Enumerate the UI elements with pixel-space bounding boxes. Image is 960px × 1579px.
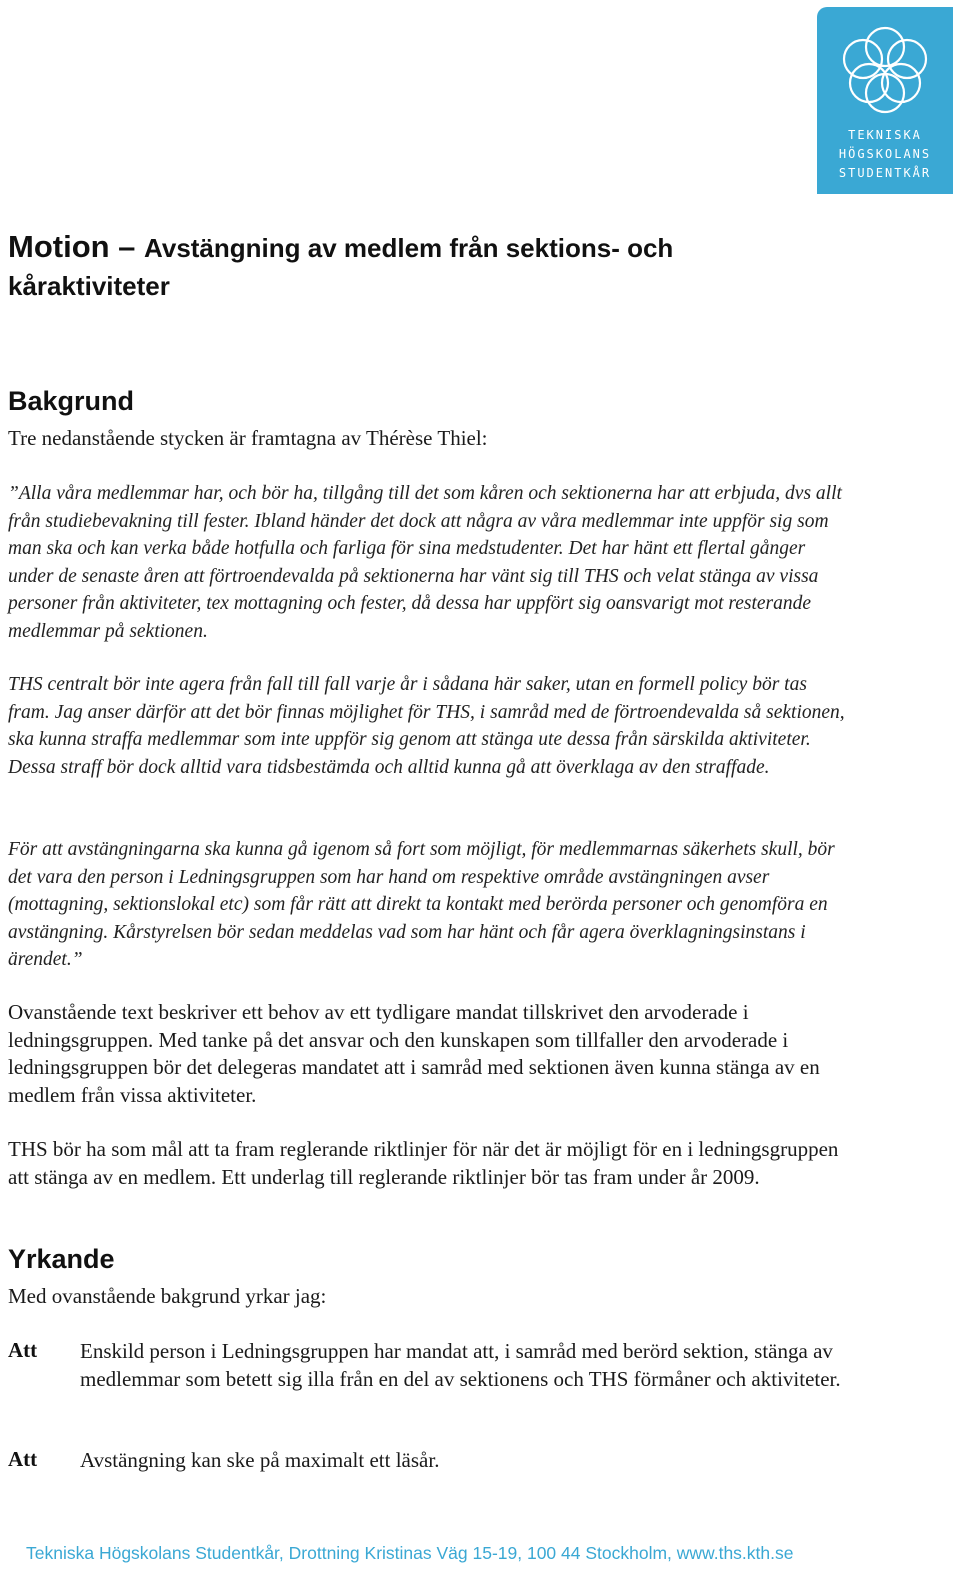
page-title — [8, 228, 828, 304]
att-text-2: Avstängning kan ske på maximalt ett läsår. — [80, 1448, 440, 1472]
rings-emblem-icon — [831, 21, 939, 121]
logo-line-3: STUDENTKÅR — [838, 166, 932, 180]
logo-line-1: TEKNISKA — [848, 128, 922, 142]
background-paragraph-2: THS bör ha som mål att ta fram reglerande riktlinjer för när det är möjligt för en i ledningsgruppen att stänga av en medlem. Ett underlag till reglerande riktlinjer bör tas fram under år 2009. — [8, 1137, 839, 1189]
att-text-1: Enskild person i Ledningsgruppen har mandat att, i samråd med berörd sektion, stänga av medlemmar som betett sig illa från en del av sektionens och THS förmåner och aktiviteter. — [80, 1339, 841, 1391]
footer-address: Tekniska Högskolans Studentkår, Drottning Kristinas Väg 15-19, 100 44 Stockholm, www.ths.kth.se — [26, 1543, 794, 1563]
quote-paragraph-3: För att avstängningarna ska kunna gå igenom så fort som möjligt, för medlemmarnas säkerhets skull, bör det vara den person i Ledningsgruppen som har hand om respektive område avstängningen avser (mottagning, sektionslokal etc) som får rätt att direkt ta kontakt med berörda personer och genomföra en avstängning. Kårstyrelsen bör sedan meddelas vad som har hänt och får agera överklagningsinstans i ärendet.” — [8, 839, 835, 970]
yrkande-heading: Yrkande — [8, 1244, 115, 1274]
logo-line-2: HÖGSKOLANS — [838, 147, 932, 161]
att-label-2: Att — [8, 1447, 38, 1471]
quote-paragraph-2: THS centralt bör inte agera från fall till fall varje år i sådana här saker, utan en formell policy bör tas fram. Jag anser därför att det bör finnas möjlighet för THS, i samråd med de förtroendevalda så sektionen, ska kunna straffa medlemmar som inte uppför sig genom att stänga ute dessa från särskilda aktiviteter. Dessa straff bör dock alltid vara tidsbestämda och alltid kunna gå att överklaga av den straffade. — [8, 674, 845, 778]
background-heading: Bakgrund — [8, 386, 135, 416]
title-main: Motion – — [8, 229, 145, 264]
background-intro: Tre nedanstående stycken är framtagna av Thérèse Thiel: — [8, 426, 488, 450]
background-paragraph-1: Ovanstående text beskriver ett behov av ett tydligare mandat tillskrivet den arvoderade i ledningsgruppen. Med tanke på det ansvar och den kunskapen som tillfaller den arvoderade i ledningsgruppen bör det delegeras mandatet att i samråd med sektionen även kunna stänga av en medlem från vissa aktiviteter. — [8, 1000, 820, 1107]
att-label-1: Att — [8, 1338, 38, 1362]
quote-paragraph-1: ”Alla våra medlemmar har, och bör ha, tillgång till det som kåren och sektionerna har att erbjuda, dvs allt från studiebevakning till fester. Ibland händer det dock att några av våra medlemmar inte uppför sig som man ska och kan verka både hotfulla och farliga för sina medstudenter. Det har hänt ett flertal gånger under de senaste åren att förtroendevalda på sektionerna har vänt sig till THS och velat stänga av vissa personer från aktiviteter, tex mottagning och fester, då dessa har uppfört sig oansvarigt mot resterande medlemmar på sektionen. — [8, 483, 842, 642]
title-rest: Avstängning av medlem från sektions- och kåraktiviteter — [8, 233, 674, 301]
ths-logo — [817, 7, 953, 194]
yrkande-intro: Med ovanstående bakgrund yrkar jag: — [8, 1284, 327, 1308]
